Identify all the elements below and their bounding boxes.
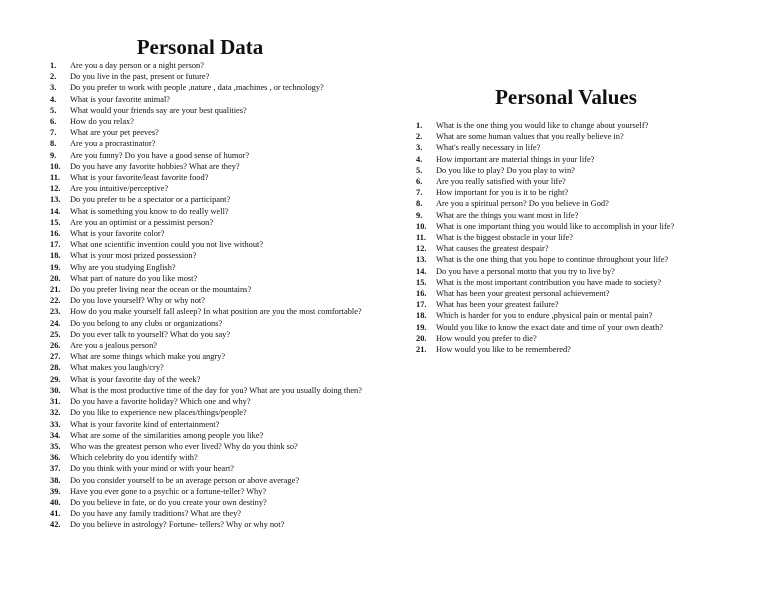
item-number: 10. (50, 161, 61, 171)
item-number: 26. (50, 341, 61, 351)
item-question: Are you intuitive/perceptive? (70, 184, 169, 194)
list-item (416, 299, 722, 310)
item-number: 20. (416, 333, 427, 343)
list-item (416, 165, 722, 176)
item-question: Do you prefer to be a spectator or a participant? (70, 195, 231, 205)
item-question: Do you like to play? Do you play to win? (436, 165, 575, 175)
item-number: 6. (416, 177, 423, 187)
personal-values-title: Personal Values (495, 85, 637, 109)
list-item (416, 232, 722, 243)
item-number: 15. (50, 217, 61, 227)
item-number: 11. (50, 173, 61, 183)
item-number: 1. (416, 121, 423, 130)
item-number: 33. (50, 419, 61, 429)
item-question: How important are material things in your life? (436, 154, 595, 164)
list-item (50, 206, 370, 217)
item-question: Do you have a personal motto that you try to live by? (436, 266, 615, 276)
list-item (50, 273, 370, 284)
item-question: What causes the greatest despair? (436, 244, 549, 254)
item-number: 1. (50, 61, 57, 70)
list-item (50, 519, 370, 530)
list-item (50, 217, 370, 228)
item-question: Why are you studying English? (70, 262, 176, 272)
item-number: 42. (50, 520, 61, 530)
item-question: Which celebrity do you identify with? (70, 453, 198, 463)
item-number: 21. (50, 285, 61, 295)
item-question: How do you relax? (70, 117, 134, 127)
item-number: 28. (50, 363, 61, 373)
item-number: 41. (50, 509, 61, 519)
item-number: 37. (50, 464, 61, 474)
item-number: 14. (50, 206, 61, 216)
item-number: 13. (50, 195, 61, 205)
item-number: 4. (50, 94, 57, 104)
item-number: 19. (50, 262, 61, 272)
list-item (416, 333, 722, 344)
item-question: What are your pet peeves? (70, 128, 159, 138)
item-number: 35. (50, 441, 61, 451)
list-item (50, 60, 370, 71)
list-item (50, 161, 370, 172)
item-question: Are you a spiritual person? Do you believe in God? (436, 199, 609, 209)
item-question: What is your favorite animal? (70, 94, 170, 104)
list-item (50, 441, 370, 452)
list-item (416, 176, 722, 187)
item-question: Who was the greatest person who ever lived? Why do you think so? (70, 441, 298, 451)
item-number: 29. (50, 374, 61, 384)
item-number: 23. (50, 307, 61, 317)
item-number: 39. (50, 486, 61, 496)
item-question: How do you make yourself fall asleep? In what position are you the most comfortable? (70, 307, 362, 317)
list-item (50, 329, 370, 340)
item-number: 25. (50, 329, 61, 339)
item-question: Do you have a favorite holiday? Which one and why? (70, 397, 251, 407)
item-question: Are you a day person or a night person? (70, 61, 204, 70)
list-item (416, 243, 722, 254)
item-question: How important for you is it to be right? (436, 188, 569, 198)
item-question: Which is harder for you to endure ,physical pain or mental pain? (436, 311, 653, 321)
list-item (416, 277, 722, 288)
item-question: Are you a jealous person? (70, 341, 157, 351)
list-item (50, 105, 370, 116)
item-number: 2. (416, 132, 423, 142)
list-item (50, 284, 370, 295)
item-number: 38. (50, 475, 61, 485)
item-number: 24. (50, 318, 61, 328)
item-question: Do you love yourself? Why or why not? (70, 296, 205, 306)
item-number: 27. (50, 352, 61, 362)
item-question: Do you think with your mind or with your heart? (70, 464, 234, 474)
item-question: What is the most important contribution you have made to society? (436, 277, 662, 287)
item-number: 20. (50, 273, 61, 283)
item-number: 3. (416, 143, 423, 153)
item-number: 16. (416, 289, 427, 299)
list-item (50, 475, 370, 486)
personal-values-section (416, 86, 722, 355)
list-item (416, 288, 722, 299)
item-question: What is the biggest obstacle in your life? (436, 233, 573, 243)
list-item (416, 266, 722, 277)
list-item (416, 154, 722, 165)
item-number: 4. (416, 154, 423, 164)
item-question: Do you believe in fate, or do you create your own destiny? (70, 497, 267, 507)
item-number: 18. (416, 311, 427, 321)
item-question: Are you an optimist or a pessimist person? (70, 217, 214, 227)
item-question: What is the one thing you would like to change about yourself? (436, 121, 649, 130)
list-item (50, 452, 370, 463)
item-question: Do you like to experience new places/things/people? (70, 408, 247, 418)
item-number: 3. (50, 83, 57, 93)
item-number: 11. (416, 233, 427, 243)
list-item (416, 322, 722, 333)
list-item (50, 150, 370, 161)
list-item (50, 463, 370, 474)
item-question: What one scientific invention could you not live without? (70, 240, 264, 250)
list-item (50, 407, 370, 418)
item-number: 8. (50, 139, 57, 149)
item-question: Do you prefer living near the ocean or the mountains? (70, 285, 252, 295)
list-item (416, 344, 722, 355)
item-question: Do you ever talk to yourself? What do you say? (70, 329, 231, 339)
list-item (50, 351, 370, 362)
list-item (416, 254, 722, 265)
item-question: What is the one thing that you hope to continue throughout your life? (436, 255, 669, 265)
item-question: What is your favorite kind of entertainment? (70, 419, 220, 429)
item-number: 2. (50, 72, 57, 82)
item-number: 17. (50, 240, 61, 250)
item-number: 13. (416, 255, 427, 265)
item-number: 36. (50, 453, 61, 463)
item-number: 32. (50, 408, 61, 418)
list-item (50, 127, 370, 138)
list-item (416, 210, 722, 221)
item-question: Do you believe in astrology? Fortune- tellers? Why or why not? (70, 520, 285, 530)
item-question: How would you prefer to die? (436, 333, 537, 343)
item-number: 31. (50, 397, 61, 407)
item-number: 7. (416, 188, 423, 198)
item-number: 30. (50, 385, 61, 395)
list-item (50, 396, 370, 407)
item-number: 9. (50, 150, 57, 160)
list-item (50, 138, 370, 149)
item-question: Are you funny? Do you have a good sense of humor? (70, 150, 250, 160)
item-question: What are some human values that you really believe in? (436, 132, 624, 142)
item-question: Do you have any favorite hobbies? What are they? (70, 161, 240, 171)
personal-data-title: Personal Data (136, 35, 264, 59)
item-question: What is one important thing you would like to accomplish in your life? (436, 221, 675, 231)
list-item (50, 262, 370, 273)
list-item (50, 172, 370, 183)
list-item (50, 295, 370, 306)
item-question: Do you belong to any clubs or organizations? (70, 318, 223, 328)
list-item (50, 71, 370, 82)
item-number: 14. (416, 266, 427, 276)
list-item (50, 228, 370, 239)
item-number: 18. (50, 251, 61, 261)
personal-data-section (50, 36, 370, 531)
list-item (416, 131, 722, 142)
list-item (416, 221, 722, 232)
item-question: What are the things you want most in life? (436, 210, 579, 220)
list-item (50, 94, 370, 105)
list-item (50, 374, 370, 385)
item-number: 15. (416, 277, 427, 287)
list-item (50, 419, 370, 430)
item-question: What is your favorite color? (70, 229, 165, 239)
item-number: 21. (416, 345, 427, 355)
item-question: What is something you know to do really well? (70, 206, 229, 216)
item-question: Would you like to know the exact date and time of your own death? (436, 322, 664, 332)
item-number: 10. (416, 221, 427, 231)
list-item (50, 250, 370, 261)
item-number: 22. (50, 296, 61, 306)
item-question: What are some things which make you angry? (70, 352, 226, 362)
item-number: 16. (50, 229, 61, 239)
item-number: 12. (416, 244, 427, 254)
list-item (416, 198, 722, 209)
item-number: 5. (416, 165, 423, 175)
list-item (50, 239, 370, 250)
item-question: How would you like to be remembered? (436, 345, 571, 355)
list-item (50, 497, 370, 508)
list-item (50, 306, 370, 317)
item-question: Are you a procrastinator? (70, 139, 156, 149)
list-item (416, 120, 722, 131)
personal-values-list (416, 120, 722, 355)
item-question: What has been your greatest personal achievement? (436, 289, 610, 299)
item-number: 19. (416, 322, 427, 332)
item-number: 5. (50, 105, 57, 115)
list-item (416, 187, 722, 198)
list-item (416, 142, 722, 153)
item-question: What is your most prized possession? (70, 251, 197, 261)
item-question: Do you consider yourself to be an average person or above average? (70, 475, 300, 485)
list-item (50, 183, 370, 194)
item-question: Do you have any family traditions? What are they? (70, 509, 242, 519)
item-question: What part of nature do you like most? (70, 273, 198, 283)
personal-data-list (50, 60, 370, 531)
list-item (50, 430, 370, 441)
item-number: 9. (416, 210, 423, 220)
list-item (50, 340, 370, 351)
item-number: 8. (416, 199, 423, 209)
list-item (50, 116, 370, 127)
list-item (50, 508, 370, 519)
item-number: 17. (416, 300, 427, 310)
item-question: What is the most productive time of the day for you? What are you usually doing then? (70, 385, 362, 395)
list-item (50, 486, 370, 497)
item-question: What is your favorite/least favorite food? (70, 173, 209, 183)
list-item (50, 318, 370, 329)
item-question: What would your friends say are your best qualities? (70, 105, 247, 115)
item-number: 12. (50, 184, 61, 194)
item-question: Do you prefer to work with people ,nature , data ,machines , or technology? (70, 83, 324, 93)
item-question: What is your favorite day of the week? (70, 374, 201, 384)
list-item (50, 82, 370, 93)
item-question: Are you really satisfied with your life? (436, 177, 566, 187)
item-question: What's really necessary in life? (436, 143, 541, 153)
item-question: Do you live in the past, present or future? (70, 72, 210, 82)
item-number: 6. (50, 117, 57, 127)
list-item (416, 310, 722, 321)
item-question: What are some of the similarities among people you like? (70, 430, 264, 440)
item-question: Have you ever gone to a psychic or a fortune-teller? Why? (70, 486, 267, 496)
item-number: 40. (50, 497, 61, 507)
list-item (50, 385, 370, 396)
item-question: What makes you laugh/cry? (70, 363, 164, 373)
item-question: What has been your greatest failure? (436, 300, 559, 310)
list-item (50, 194, 370, 205)
item-number: 7. (50, 128, 57, 138)
list-item (50, 362, 370, 373)
item-number: 34. (50, 430, 61, 440)
